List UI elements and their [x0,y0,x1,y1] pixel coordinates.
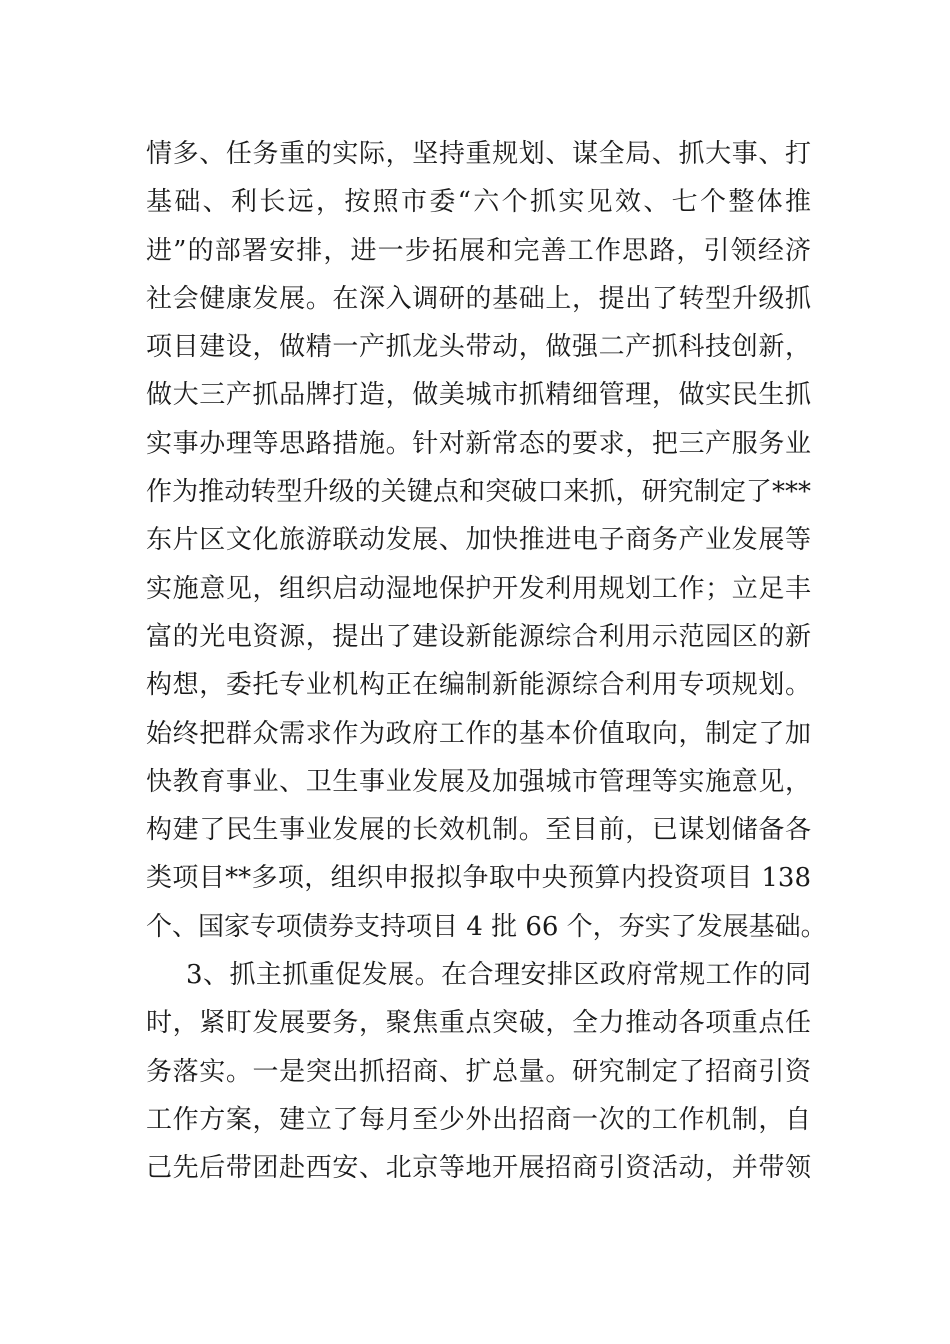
text-line: 做大三产抓品牌打造，做美城市抓精细管理，做实民生抓 [146,380,811,411]
text-line: 基础、利长远，按照市委“六个抓实见效、七个整体推 [146,187,811,218]
text-line: 社会健康发展。在深入调研的基础上，提出了转型升级抓 [146,283,811,314]
text-line: 实事办理等思路措施。针对新常态的要求，把三产服务业 [146,428,811,459]
text-line: 富的光电资源，提出了建设新能源综合利用示范园区的新 [146,621,811,652]
text-line: 构想，委托专业机构正在编制新能源综合利用专项规划。 [146,670,811,701]
paragraph-start-line: 3、抓主抓重促发展。在合理安排区政府常规工作的同 [186,960,811,991]
text-line: 快教育事业、卫生事业发展及加强城市管理等实施意见， [146,766,811,797]
text-line: 务落实。一是突出抓招商、扩总量。研究制定了招商引资 [146,1056,811,1087]
text-line: 工作方案，建立了每月至少外出招商一次的工作机制，自 [146,1104,811,1135]
text-line: 始终把群众需求作为政府工作的基本价值取向，制定了加 [146,718,811,749]
text-line: 作为推动转型升级的关键点和突破口来抓，研究制定了*** [146,477,811,508]
text-line: 己先后带团赴西安、北京等地开展招商引资活动，并带领 [146,1153,811,1184]
body-text [146,130,827,1193]
text-line: 东片区文化旅游联动发展、加快推进电子商务产业发展等 [146,525,811,556]
paragraph-end-line: 个、国家专项债券支持项目 4 批 66 个，夯实了发展基础。 [146,911,827,942]
text-line: 构建了民生事业发展的长效机制。至目前，已谋划储备各 [146,815,811,846]
text-line: 时，紧盯发展要务，聚焦重点突破，全力推动各项重点任 [146,1008,811,1039]
text-line: 情多、任务重的实际，坚持重规划、谋全局、抓大事、打 [146,139,811,169]
text-line: 实施意见，组织启动湿地保护开发利用规划工作；立足丰 [146,573,811,604]
text-line: 进”的部署安排，进一步拓展和完善工作思路，引领经济 [146,235,811,266]
text-line: 项目建设，做精一产抓龙头带动，做强二产抓科技创新， [146,332,811,363]
text-line: 类项目**多项，组织申报拟争取中央预算内投资项目 138 [146,863,811,894]
